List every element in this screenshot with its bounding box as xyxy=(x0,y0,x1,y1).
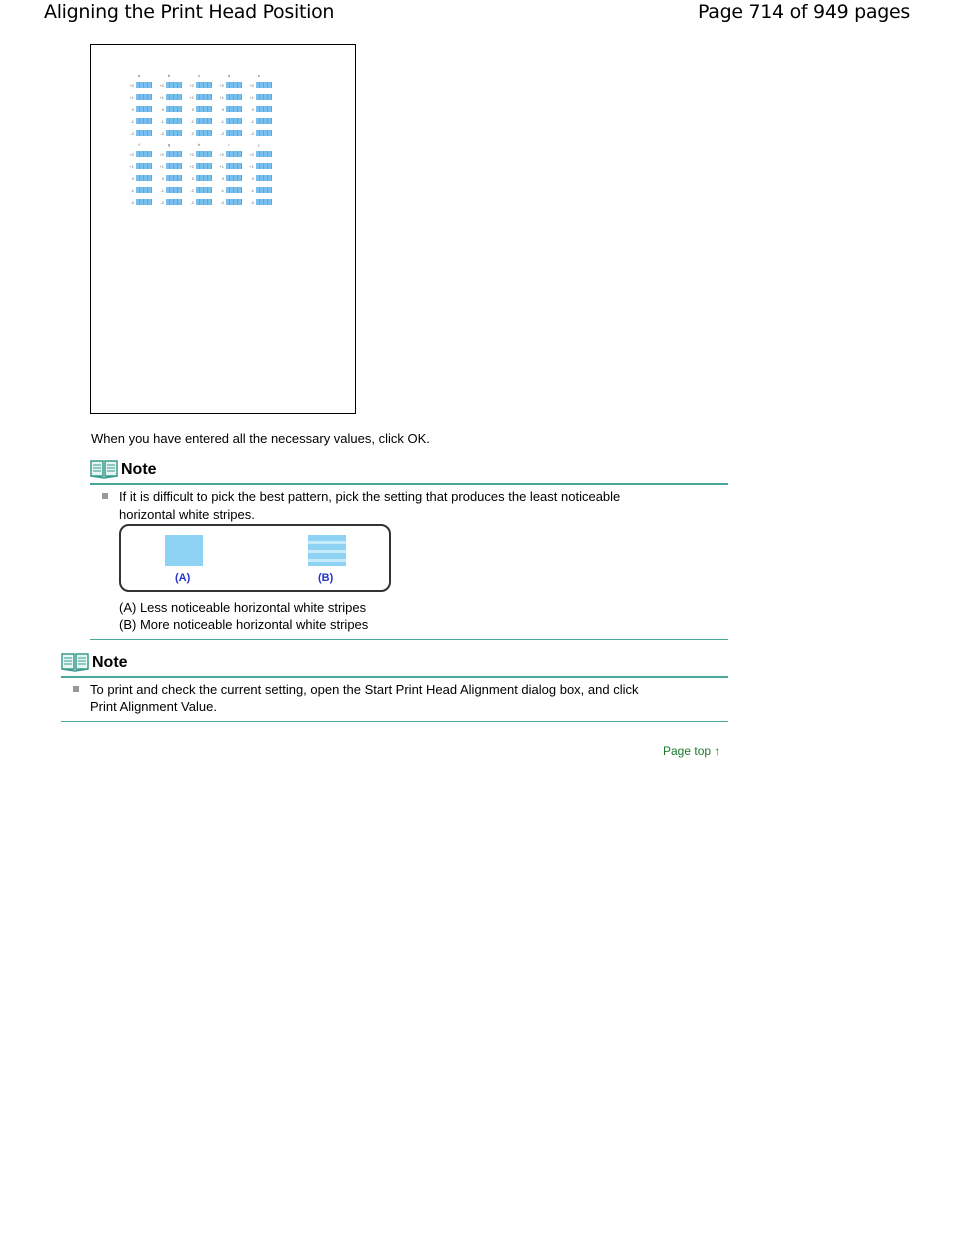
pattern-value-label: +2 xyxy=(129,151,134,157)
pattern-value-label: -1 xyxy=(220,118,224,124)
pattern-value-label: -1 xyxy=(190,118,194,124)
pattern-cell xyxy=(154,94,184,100)
pattern-swatch xyxy=(226,187,242,193)
pattern-value-label: 0 xyxy=(221,106,224,112)
pattern-value-label: -2 xyxy=(160,199,164,205)
pattern-row xyxy=(124,103,274,115)
pattern-cell xyxy=(244,175,274,181)
pattern-swatch xyxy=(196,94,212,100)
pattern-cell xyxy=(154,151,184,157)
pattern-swatch xyxy=(196,118,212,124)
up-arrow-icon: ↑ xyxy=(714,744,721,758)
pattern-swatch xyxy=(256,175,272,181)
pattern-cell xyxy=(244,118,274,124)
pattern-value-label: +2 xyxy=(219,82,224,88)
pattern-cell xyxy=(244,187,274,193)
pattern-cell xyxy=(244,94,274,100)
pattern-cell xyxy=(184,94,214,100)
bullet-icon xyxy=(73,686,79,692)
pattern-cell xyxy=(124,163,154,169)
pattern-value-label: -2 xyxy=(130,199,134,205)
pattern-swatch xyxy=(196,187,212,193)
pattern-value-label: +2 xyxy=(159,151,164,157)
pattern-value-label: +2 xyxy=(249,151,254,157)
pattern-cell xyxy=(214,82,244,88)
pattern-swatch xyxy=(196,130,212,136)
pattern-value-label: +2 xyxy=(159,82,164,88)
pattern-rows xyxy=(124,79,274,139)
pattern-value-label: -2 xyxy=(250,130,254,136)
pattern-swatch xyxy=(256,94,272,100)
pattern-swatch xyxy=(136,130,152,136)
pattern-value-label: -1 xyxy=(130,118,134,124)
pattern-swatch xyxy=(136,118,152,124)
pattern-cell xyxy=(124,118,154,124)
pattern-value-label: -1 xyxy=(250,187,254,193)
pattern-cell xyxy=(154,130,184,136)
pattern-value-label: -2 xyxy=(190,130,194,136)
pattern-cell xyxy=(214,130,244,136)
pattern-swatch xyxy=(136,175,152,181)
pattern-rows xyxy=(124,148,274,208)
pattern-cell xyxy=(184,130,214,136)
pattern-swatch xyxy=(166,118,182,124)
pattern-value-label: +1 xyxy=(219,163,224,169)
pattern-swatch xyxy=(166,199,182,205)
pattern-cell xyxy=(124,175,154,181)
pattern-row xyxy=(124,184,274,196)
pattern-value-label: 0 xyxy=(131,106,134,112)
pattern-swatch xyxy=(256,118,272,124)
pattern-swatch xyxy=(226,106,242,112)
pattern-cell xyxy=(244,106,274,112)
pattern-swatch xyxy=(166,82,182,88)
pattern-swatch xyxy=(256,163,272,169)
pattern-swatch xyxy=(166,94,182,100)
bullet-icon xyxy=(102,493,108,499)
pattern-swatch xyxy=(256,130,272,136)
column-letter: j xyxy=(258,142,260,147)
column-letter: d xyxy=(227,73,231,78)
pattern-cell xyxy=(214,106,244,112)
pattern-cell xyxy=(124,199,154,205)
pattern-cell xyxy=(154,82,184,88)
pattern-cell xyxy=(244,82,274,88)
pattern-row xyxy=(124,160,274,172)
pattern-swatch xyxy=(166,187,182,193)
divider xyxy=(61,721,728,722)
pattern-cell xyxy=(124,187,154,193)
pattern-swatch xyxy=(136,151,152,157)
sample-b-swatch xyxy=(308,535,346,566)
pattern-cell xyxy=(124,82,154,88)
pattern-swatch xyxy=(226,199,242,205)
pattern-value-label: -1 xyxy=(160,118,164,124)
pattern-row xyxy=(124,91,274,103)
pattern-swatch xyxy=(196,199,212,205)
pattern-swatch xyxy=(226,151,242,157)
pattern-row xyxy=(124,115,274,127)
pattern-swatch xyxy=(256,82,272,88)
note-text-line: horizontal white stripes. xyxy=(119,507,255,522)
note-heading xyxy=(61,652,728,678)
pattern-swatch xyxy=(136,163,152,169)
pattern-cell xyxy=(184,151,214,157)
pattern-value-label: 0 xyxy=(251,175,254,181)
pattern-value-label: 0 xyxy=(191,175,194,181)
pattern-swatch xyxy=(256,199,272,205)
pattern-value-label: -2 xyxy=(160,130,164,136)
pattern-cell xyxy=(124,130,154,136)
pattern-cell xyxy=(244,130,274,136)
column-letter: a xyxy=(137,73,141,78)
column-letter: g xyxy=(167,142,171,147)
pattern-cell xyxy=(214,187,244,193)
pattern-value-label: 0 xyxy=(131,175,134,181)
pattern-value-label: +1 xyxy=(129,163,134,169)
pattern-value-label: +2 xyxy=(219,151,224,157)
pattern-swatch xyxy=(256,187,272,193)
book-icon xyxy=(90,459,118,479)
note-text-line: To print and check the current setting, open the Start Print Head Alignment dialog box, and click xyxy=(90,682,639,697)
sample-a-label: (A) xyxy=(175,572,191,584)
book-icon xyxy=(61,652,89,672)
pattern-swatch xyxy=(196,175,212,181)
pattern-row xyxy=(124,148,274,160)
pattern-row xyxy=(124,196,274,208)
pattern-row xyxy=(124,127,274,139)
pattern-value-label: +2 xyxy=(249,82,254,88)
pattern-cell xyxy=(124,94,154,100)
document-title: Aligning the Print Head Position xyxy=(44,1,335,23)
column-letter: e xyxy=(257,73,261,78)
note-text-line: If it is difficult to pick the best pattern, pick the setting that produces the least noticeable xyxy=(119,489,621,504)
pattern-value-label: -1 xyxy=(160,187,164,193)
pattern-cell xyxy=(154,175,184,181)
stripe-comparison-figure xyxy=(119,524,391,592)
pattern-swatch xyxy=(196,106,212,112)
pattern-cell xyxy=(244,151,274,157)
pattern-value-label: +1 xyxy=(159,94,164,100)
pattern-swatch xyxy=(136,187,152,193)
pattern-value-label: 0 xyxy=(221,175,224,181)
divider xyxy=(90,639,728,640)
pattern-row xyxy=(124,79,274,91)
pattern-value-label: 0 xyxy=(251,106,254,112)
pattern-swatch xyxy=(226,94,242,100)
pattern-value-label: +2 xyxy=(129,82,134,88)
pattern-group-2 xyxy=(124,142,274,208)
pattern-cell xyxy=(184,118,214,124)
column-letter: b xyxy=(167,73,171,78)
column-letter: i xyxy=(228,142,230,147)
pattern-value-label: -1 xyxy=(220,187,224,193)
pattern-cell xyxy=(124,151,154,157)
pattern-swatch xyxy=(196,163,212,169)
column-letter: c xyxy=(198,73,200,78)
pattern-swatch xyxy=(226,82,242,88)
pattern-value-label: -2 xyxy=(190,199,194,205)
pattern-cell xyxy=(184,187,214,193)
page-indicator: Page 714 of 949 pages xyxy=(697,1,910,23)
caption-b: (B) More noticeable horizontal white stripes xyxy=(119,617,369,632)
pattern-value-label: 0 xyxy=(161,175,164,181)
pattern-swatch xyxy=(166,163,182,169)
pattern-value-label: +1 xyxy=(249,163,254,169)
column-letter: f xyxy=(138,142,140,147)
pattern-value-label: -2 xyxy=(250,199,254,205)
pattern-cell xyxy=(184,199,214,205)
note-heading xyxy=(90,459,728,485)
alignment-pattern-sheet xyxy=(90,44,356,414)
pattern-cell xyxy=(244,163,274,169)
pattern-value-label: -1 xyxy=(130,187,134,193)
pattern-value-label: -1 xyxy=(190,187,194,193)
pattern-value-label: +1 xyxy=(129,94,134,100)
pattern-column-letters xyxy=(124,73,274,79)
pattern-value-label: -2 xyxy=(220,199,224,205)
pattern-cell xyxy=(154,106,184,112)
pattern-column-letters xyxy=(124,142,274,148)
pattern-cell xyxy=(214,175,244,181)
pattern-swatch xyxy=(166,106,182,112)
pattern-cell xyxy=(154,163,184,169)
pattern-swatch xyxy=(136,199,152,205)
instruction-text: When you have entered all the necessary values, click OK. xyxy=(91,431,430,446)
pattern-swatch xyxy=(166,175,182,181)
pattern-cell xyxy=(154,118,184,124)
pattern-value-label: +1 xyxy=(189,94,194,100)
pattern-swatch xyxy=(196,82,212,88)
column-letter: h xyxy=(197,142,201,147)
pattern-value-label: -2 xyxy=(130,130,134,136)
pattern-swatch xyxy=(166,151,182,157)
pattern-cell xyxy=(184,82,214,88)
pattern-cell xyxy=(154,187,184,193)
note-text-line: Print Alignment Value. xyxy=(90,699,217,714)
caption-a: (A) Less noticeable horizontal white stripes xyxy=(119,600,367,615)
pattern-value-label: +2 xyxy=(189,82,194,88)
page-top-link[interactable] xyxy=(663,744,720,758)
page-top-label: Page top xyxy=(663,744,712,758)
pattern-value-label: +2 xyxy=(189,151,194,157)
pattern-swatch xyxy=(256,151,272,157)
pattern-value-label: 0 xyxy=(191,106,194,112)
pattern-cell xyxy=(214,199,244,205)
pattern-cell xyxy=(214,163,244,169)
pattern-cell xyxy=(154,199,184,205)
pattern-cell xyxy=(184,175,214,181)
note-title: Note xyxy=(92,654,128,671)
pattern-row xyxy=(124,172,274,184)
pattern-swatch xyxy=(196,151,212,157)
pattern-swatch xyxy=(226,118,242,124)
pattern-group-1 xyxy=(124,73,274,139)
pattern-cell xyxy=(214,118,244,124)
pattern-cell xyxy=(184,106,214,112)
pattern-swatch xyxy=(136,94,152,100)
pattern-swatch xyxy=(226,130,242,136)
pattern-swatch xyxy=(226,175,242,181)
pattern-swatch xyxy=(166,130,182,136)
pattern-value-label: +1 xyxy=(159,163,164,169)
pattern-value-label: +1 xyxy=(249,94,254,100)
pattern-value-label: +1 xyxy=(189,163,194,169)
pattern-cell xyxy=(184,163,214,169)
pattern-cell xyxy=(244,199,274,205)
note-title: Note xyxy=(121,461,157,478)
pattern-swatch xyxy=(136,106,152,112)
pattern-value-label: -1 xyxy=(250,118,254,124)
pattern-swatch xyxy=(136,82,152,88)
sample-b-label: (B) xyxy=(318,572,334,584)
pattern-cell xyxy=(214,151,244,157)
pattern-swatch xyxy=(226,163,242,169)
pattern-value-label: +1 xyxy=(219,94,224,100)
pattern-cell xyxy=(214,94,244,100)
pattern-swatch xyxy=(256,106,272,112)
pattern-cell xyxy=(124,106,154,112)
sample-a-swatch xyxy=(165,535,203,566)
pattern-value-label: -2 xyxy=(220,130,224,136)
pattern-value-label: 0 xyxy=(161,106,164,112)
